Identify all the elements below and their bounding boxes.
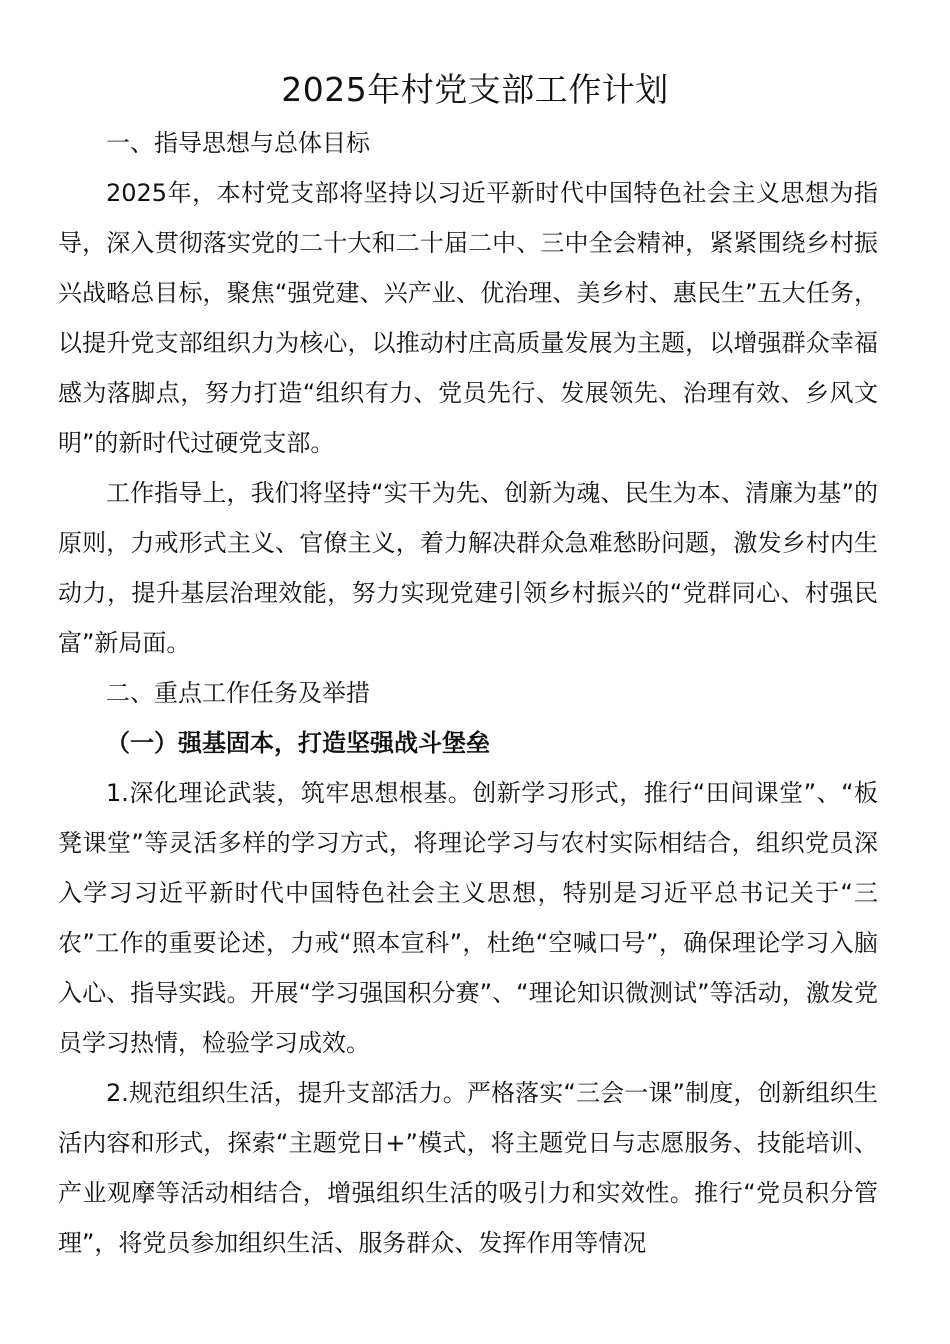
paragraph-guiding-ideology: 2025年，本村党支部将坚持以习近平新时代中国特色社会主义思想为指导，深入贯彻落实党的二十大和二十届二中、三中全会精神，紧紧围绕乡村振兴战略总目标，聚焦“强党建、兴产业、优治理、美乡村、惠民生”五大任务，以提升党支部组织力为核心，以推动村庄高质量发展为主题，以增强群众幸福感为落脚点，努力打造“组织有力、党员先行、发展领先、治理有效、乡风文明”的新时代过硬党支部。 <box>58 179 878 457</box>
list-item-theory-study: 1.深化理论武装，筑牢思想根基。创新学习形式，推行“田间课堂”、“板凳课堂”等灵活多样的学习方式，将理论学习与农村实际相结合，组织党员深入学习习近平新时代中国特色社会主义思想，特别是习近平总书记关于“三农”工作的重要论述，力戒“照本宣科”，杜绝“空喊口号”，确保理论学习入脑入心、指导实践。开展“学习强国积分赛”、“理论知识微测试”等活动，激发党员学习热情，检验学习成效。 <box>58 779 878 1057</box>
list-item-organization-life: 2.规范组织生活，提升支部活力。严格落实“三会一课”制度，创新组织生活内容和形式，探索“主题党日+”模式，将主题党日与志愿服务、技能培训、产业观摩等活动相结合，增强组织生活的吸引力和实效性。推行“党员积分管理”，将党员参加组织生活、服务群众、发挥作用等情况 <box>58 1079 878 1257</box>
section-heading-2: 二、重点工作任务及举措 <box>106 679 370 707</box>
section-heading-1: 一、指导思想与总体目标 <box>106 129 370 157</box>
subsection-heading-1: （一）强基固本，打造坚强战斗堡垒 <box>106 729 490 757</box>
paragraph-work-principles: 工作指导上，我们将坚持“实干为先、创新为魂、民生为本、清廉为基”的原则，力戒形式主义、官僚主义，着力解决群众急难愁盼问题，激发乡村内生动力，提升基层治理效能，努力实现党建引领乡村振兴的“党群同心、村强民富”新局面。 <box>58 479 878 657</box>
document-body <box>58 118 878 1268</box>
document-title: 2025年村党支部工作计划 <box>281 70 669 109</box>
